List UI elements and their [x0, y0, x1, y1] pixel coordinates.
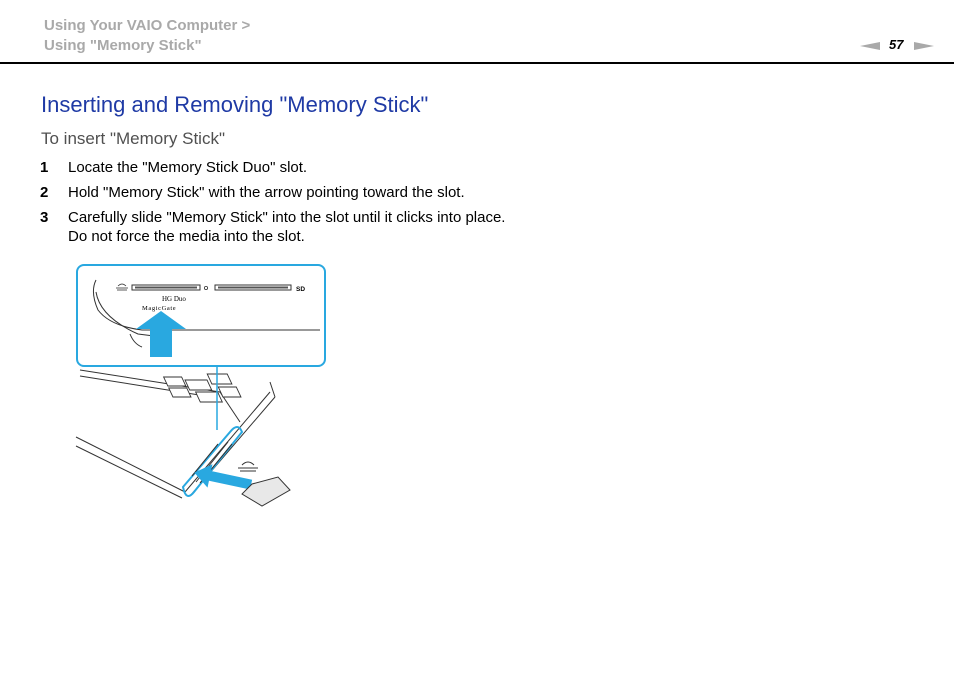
page-navigator [858, 36, 938, 56]
keyboard-keys [164, 374, 241, 402]
indicator-light [204, 286, 207, 289]
step-text: Hold "Memory Stick" with the arrow pointing toward the slot. [68, 184, 465, 201]
section-subtitle: To insert "Memory Stick" [41, 129, 225, 148]
sd-label: SD [296, 286, 306, 293]
breadcrumb [44, 16, 250, 56]
step-number: 1 [40, 159, 49, 176]
previous-page-arrow-icon[interactable] [860, 42, 880, 50]
step-number: 3 [40, 209, 49, 226]
list-item [40, 158, 600, 177]
list-item [40, 208, 600, 246]
step-number: 2 [40, 184, 49, 201]
step-text: Carefully slide "Memory Stick" into the slot until it clicks into place. [68, 209, 506, 226]
memory-stick-logo-icon [238, 462, 258, 471]
step-text: Locate the "Memory Stick Duo" slot. [68, 159, 308, 176]
memory-stick-insertion-illustration [70, 262, 340, 507]
magicgate-label: MagicGate [142, 305, 177, 312]
header-divider [0, 62, 954, 64]
breadcrumb-line-2[interactable]: Using "Memory Stick" [44, 37, 202, 54]
page-number: 57 [889, 37, 904, 52]
breadcrumb-line-1[interactable]: Using Your VAIO Computer > [44, 17, 251, 34]
page-title: Inserting and Removing "Memory Stick" [41, 92, 429, 117]
steps-list [40, 158, 600, 252]
next-page-arrow-icon[interactable] [914, 42, 934, 50]
step-note: Do not force the media into the slot. [68, 228, 305, 245]
list-item [40, 183, 600, 202]
hg-duo-label: HG Duo [162, 295, 186, 303]
slot-zoom-callout [77, 265, 325, 366]
